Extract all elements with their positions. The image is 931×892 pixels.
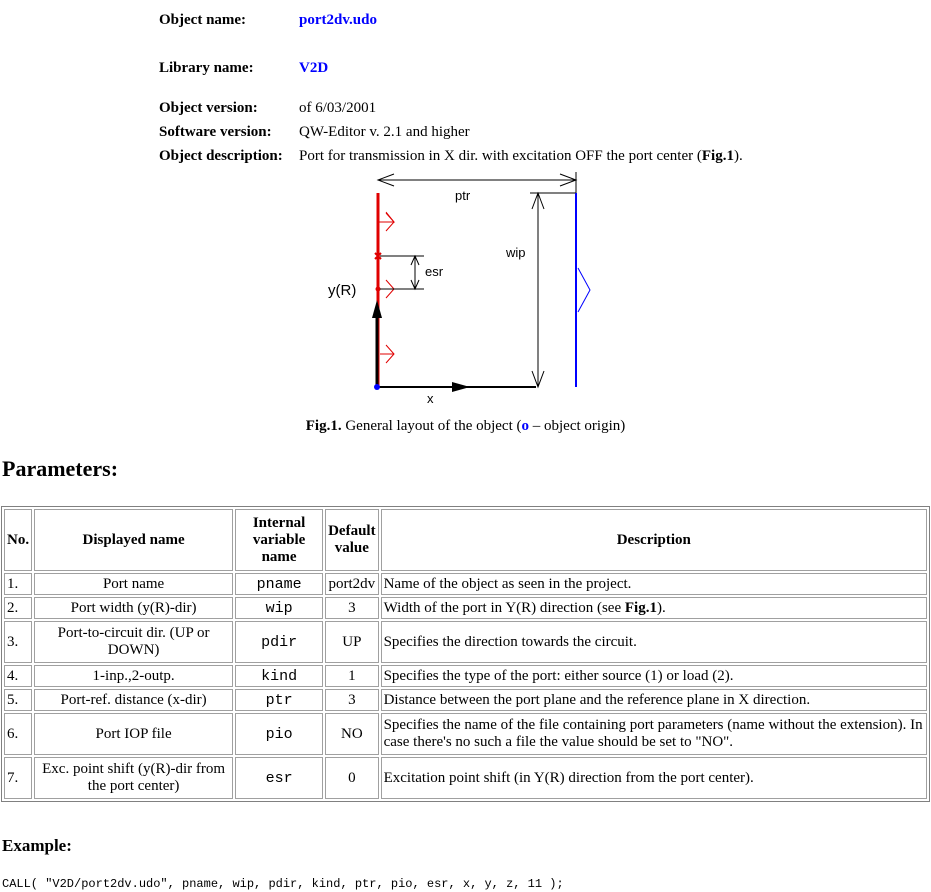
table-row [4, 597, 927, 619]
description-text: Port for transmission in X dir. with excitation OFF the port center ( [299, 147, 702, 164]
row-name: Port width (y(R)-dir) [34, 597, 233, 619]
table-row [4, 665, 927, 687]
library-name: V2D [299, 60, 329, 76]
ptr-label: ptr [455, 188, 471, 203]
row-default: 0 [325, 757, 379, 799]
row-var: wip [235, 597, 323, 619]
row-no: 4. [4, 665, 32, 687]
software-version: QW-Editor v. 2.1 and higher [299, 123, 470, 140]
row-no: 5. [4, 689, 32, 711]
row-desc: Specifies the type of the port: either source (1) or load (2). [381, 665, 927, 687]
caption-text-tail: – object origin) [529, 418, 626, 434]
description-tail: ). [733, 147, 743, 164]
library-name-label: Library name: [159, 59, 254, 76]
caption-text: General layout of the object ( [341, 418, 522, 434]
layout-diagram [0, 0, 931, 415]
fig-ref-link: Fig.1 [701, 147, 734, 164]
row-default: 1 [325, 665, 379, 687]
row-desc [381, 597, 927, 619]
caption-origin-symbol: o [521, 418, 530, 434]
table-row [4, 621, 927, 663]
row-var: ptr [235, 689, 323, 711]
row-default: port2dv [325, 573, 379, 595]
row-desc: Distance between the port plane and the reference plane in X direction. [381, 689, 927, 711]
col-header-internal-name: Internal variable name [235, 509, 323, 571]
row-desc: Excitation point shift (in Y(R) direction from the port center). [381, 757, 927, 799]
yr-axis-label: y(R) [328, 282, 357, 299]
table-row [4, 573, 927, 595]
x-axis-label: x [427, 391, 434, 406]
row-var: pio [235, 713, 323, 755]
row-desc-text: Width of the port in Y(R) direction (see [383, 599, 625, 616]
row-var: esr [235, 757, 323, 799]
parameters-table [1, 506, 930, 802]
row-var: pdir [235, 621, 323, 663]
row-name: Port-ref. distance (x-dir) [34, 689, 233, 711]
table-row [4, 757, 927, 799]
example-code: CALL( "V2D/port2dv.udo", pname, wip, pdir, kind, ptr, pio, esr, x, y, z, 11 ); [2, 877, 564, 891]
row-name: 1-inp.,2-outp. [34, 665, 233, 687]
row-desc-tail: ). [656, 599, 666, 616]
row-var: kind [235, 665, 323, 687]
row-name: Port IOP file [34, 713, 233, 755]
object-name: port2dv.udo [299, 12, 377, 28]
parameters-heading: Parameters: [2, 456, 119, 481]
x-axis-arrowhead [452, 382, 470, 392]
object-version: of 6/03/2001 [299, 99, 377, 116]
table-header-row [4, 509, 927, 571]
row-var: pname [235, 573, 323, 595]
excitation-arrow-1-head [380, 213, 394, 231]
esr-label: esr [425, 264, 444, 279]
row-name: Exc. point shift (y(R)-dir from the port center) [34, 757, 233, 799]
figure-caption [0, 418, 931, 435]
row-default: NO [325, 713, 379, 755]
row-no: 1. [4, 573, 32, 595]
row-desc: Name of the object as seen in the project. [381, 573, 927, 595]
col-header-description: Description [381, 509, 927, 571]
row-no: 6. [4, 713, 32, 755]
row-desc-fig-ref: Fig.1 [624, 599, 657, 616]
object-origin-marker [374, 384, 380, 390]
row-no: 2. [4, 597, 32, 619]
wip-label: wip [506, 245, 526, 260]
row-default: 3 [325, 689, 379, 711]
example-heading: Example: [2, 836, 72, 855]
object-version-label: Object version: [159, 99, 258, 116]
row-no: 7. [4, 757, 32, 799]
excitation-arrow-3 [380, 345, 394, 363]
col-header-default: Default value [325, 509, 379, 571]
row-desc: Specifies the name of the file containing port parameters (name without the extension). In case there's no such a file the value should be set to "NO". [381, 713, 927, 755]
row-default: 3 [325, 597, 379, 619]
col-header-no: No. [4, 509, 32, 571]
object-name-label: Object name: [159, 11, 247, 28]
caption-fig-ref: Fig.1. [305, 418, 342, 434]
row-desc: Specifies the direction towards the circuit. [381, 621, 927, 663]
table-row [4, 689, 927, 711]
yr-axis-arrowhead [372, 300, 382, 318]
reference-plane-arrow [578, 268, 590, 312]
row-name: Port name [34, 573, 233, 595]
row-name: Port-to-circuit dir. (UP or DOWN) [34, 621, 233, 663]
table-row [4, 713, 927, 755]
row-no: 3. [4, 621, 32, 663]
object-description-label: Object description: [159, 147, 283, 164]
software-version-label: Software version: [159, 123, 272, 140]
row-default: UP [325, 621, 379, 663]
col-header-displayed-name: Displayed name [34, 509, 233, 571]
